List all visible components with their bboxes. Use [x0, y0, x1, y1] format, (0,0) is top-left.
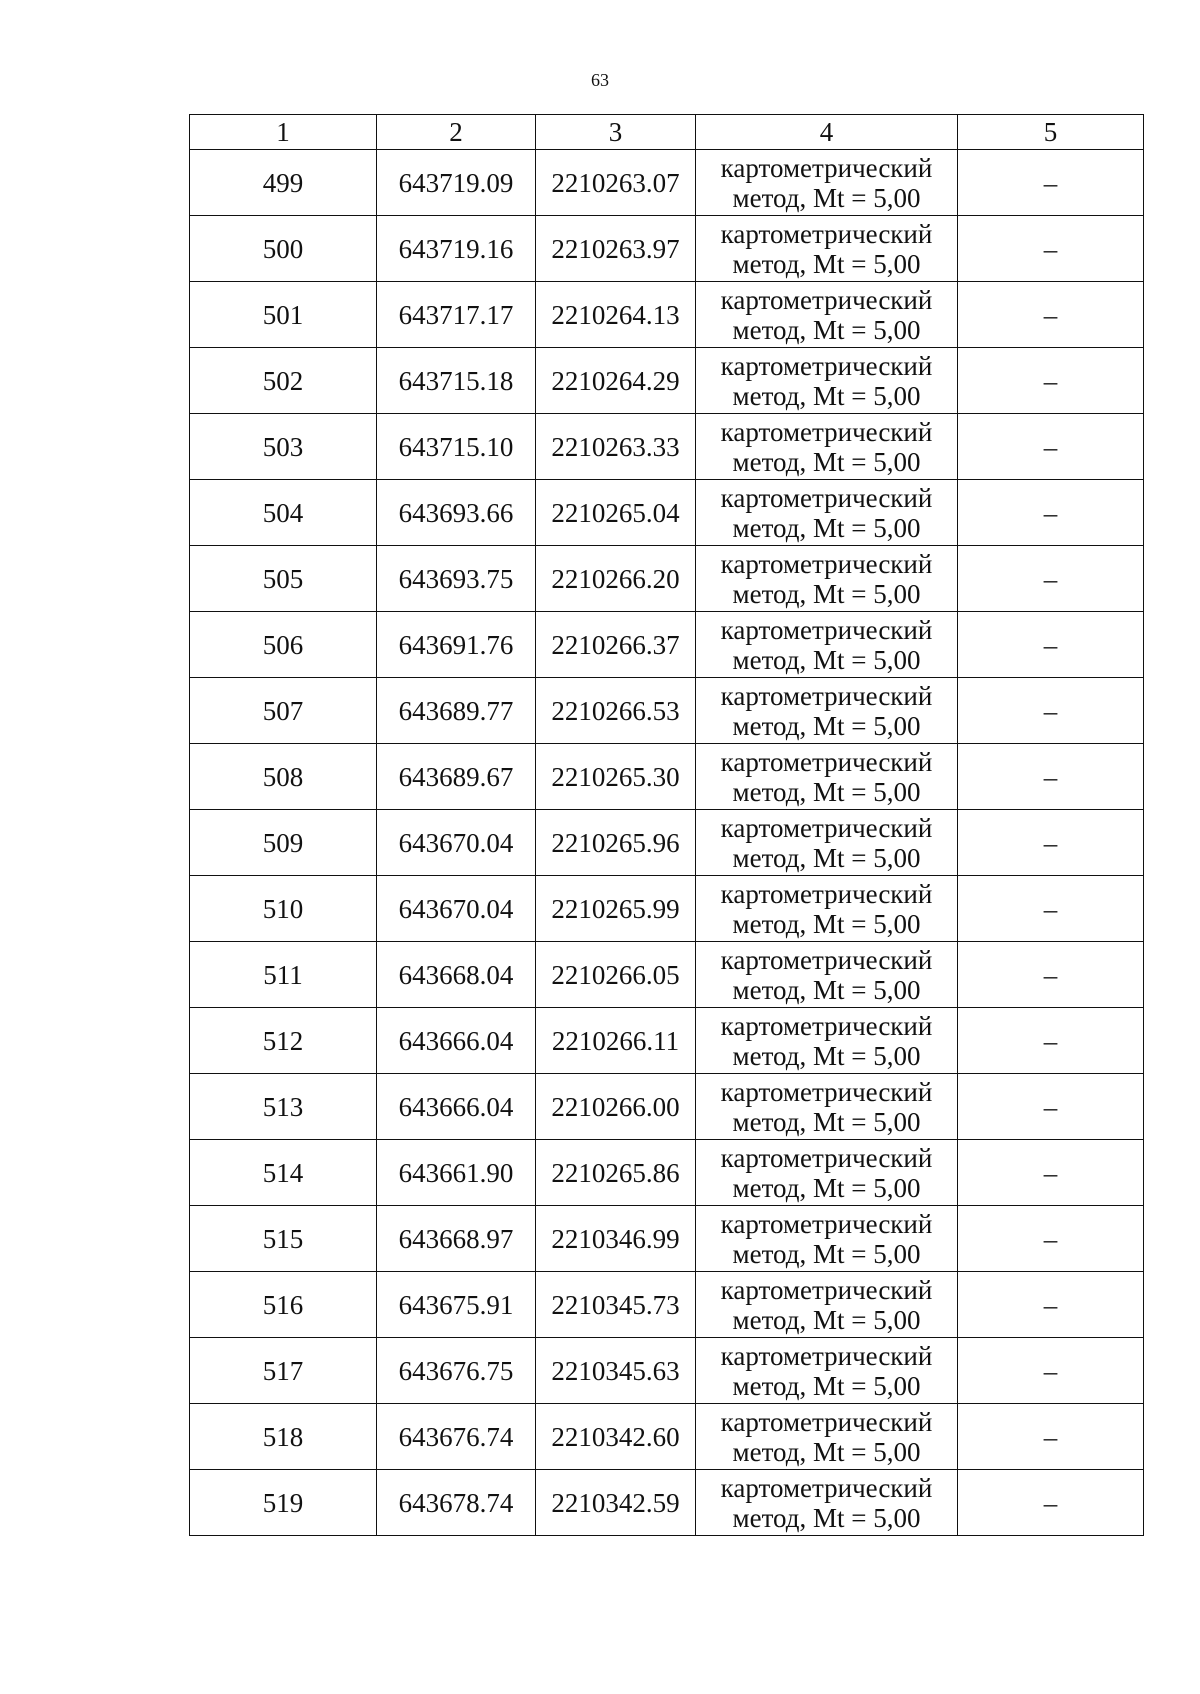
method-cell — [696, 678, 958, 744]
y-coordinate-cell: 2210266.00 — [536, 1074, 696, 1140]
note-cell: – — [958, 1140, 1144, 1206]
note-cell: – — [958, 1008, 1144, 1074]
method-cell — [696, 1404, 958, 1470]
point-number-cell: 512 — [190, 1008, 377, 1074]
header-cell-4: 4 — [696, 115, 958, 150]
method-accuracy-line: метод, Mt = 5,00 — [732, 776, 921, 807]
x-coordinate-cell: 643689.77 — [377, 678, 536, 744]
x-coordinate-cell: 643693.66 — [377, 480, 536, 546]
method-accuracy-line: метод, Mt = 5,00 — [732, 1172, 921, 1203]
method-name-line: картометрический — [720, 1076, 933, 1107]
point-number-cell: 511 — [190, 942, 377, 1008]
point-number-cell: 504 — [190, 480, 377, 546]
method-name-line: картометрический — [720, 284, 933, 315]
method-accuracy-line: метод, Mt = 5,00 — [732, 1040, 921, 1071]
method-cell — [696, 1272, 958, 1338]
x-coordinate-cell: 643691.76 — [377, 612, 536, 678]
method-accuracy-line: метод, Mt = 5,00 — [732, 1370, 921, 1401]
note-cell: – — [958, 678, 1144, 744]
method-cell — [696, 480, 958, 546]
method-accuracy-line: метод, Mt = 5,00 — [732, 314, 921, 345]
x-coordinate-cell: 643717.17 — [377, 282, 536, 348]
x-coordinate-cell: 643715.18 — [377, 348, 536, 414]
method-name-line: картометрический — [720, 1010, 933, 1041]
method-cell — [696, 414, 958, 480]
method-cell — [696, 546, 958, 612]
note-cell: – — [958, 942, 1144, 1008]
note-cell: – — [958, 480, 1144, 546]
method-accuracy-line: метод, Mt = 5,00 — [732, 1436, 921, 1467]
note-cell: – — [958, 1206, 1144, 1272]
y-coordinate-cell: 2210266.37 — [536, 612, 696, 678]
table-row — [190, 1206, 1144, 1272]
point-number-cell: 499 — [190, 150, 377, 216]
note-cell: – — [958, 1404, 1144, 1470]
table-body — [190, 115, 1144, 1536]
y-coordinate-cell: 2210345.63 — [536, 1338, 696, 1404]
note-cell: – — [958, 1470, 1144, 1536]
method-cell — [696, 942, 958, 1008]
y-coordinate-cell: 2210265.04 — [536, 480, 696, 546]
table-row — [190, 1470, 1144, 1536]
note-cell: – — [958, 744, 1144, 810]
table-row — [190, 612, 1144, 678]
note-cell: – — [958, 216, 1144, 282]
method-accuracy-line: метод, Mt = 5,00 — [732, 512, 921, 543]
table-row — [190, 1404, 1144, 1470]
note-cell: – — [958, 282, 1144, 348]
table-row — [190, 942, 1144, 1008]
y-coordinate-cell: 2210266.11 — [536, 1008, 696, 1074]
method-name-line: картометрический — [720, 944, 933, 975]
point-number-cell: 506 — [190, 612, 377, 678]
header-cell-5: 5 — [958, 115, 1144, 150]
method-accuracy-line: метод, Mt = 5,00 — [732, 1238, 921, 1269]
y-coordinate-cell: 2210264.13 — [536, 282, 696, 348]
coordinates-table — [189, 114, 1144, 1536]
x-coordinate-cell: 643668.04 — [377, 942, 536, 1008]
method-name-line: картометрический — [720, 614, 933, 645]
method-accuracy-line: метод, Mt = 5,00 — [732, 578, 921, 609]
note-cell: – — [958, 1074, 1144, 1140]
method-accuracy-line: метод, Mt = 5,00 — [732, 248, 921, 279]
method-cell — [696, 876, 958, 942]
y-coordinate-cell: 2210342.60 — [536, 1404, 696, 1470]
method-cell — [696, 1140, 958, 1206]
method-name-line: картометрический — [720, 746, 933, 777]
table-row — [190, 546, 1144, 612]
header-cell-3: 3 — [536, 115, 696, 150]
table-row — [190, 1338, 1144, 1404]
method-cell — [696, 150, 958, 216]
x-coordinate-cell: 643678.74 — [377, 1470, 536, 1536]
y-coordinate-cell: 2210342.59 — [536, 1470, 696, 1536]
point-number-cell: 509 — [190, 810, 377, 876]
x-coordinate-cell: 643719.09 — [377, 150, 536, 216]
x-coordinate-cell: 643676.75 — [377, 1338, 536, 1404]
y-coordinate-cell: 2210265.99 — [536, 876, 696, 942]
x-coordinate-cell: 643715.10 — [377, 414, 536, 480]
table-row — [190, 480, 1144, 546]
y-coordinate-cell: 2210265.86 — [536, 1140, 696, 1206]
y-coordinate-cell: 2210266.53 — [536, 678, 696, 744]
y-coordinate-cell: 2210266.05 — [536, 942, 696, 1008]
y-coordinate-cell: 2210265.96 — [536, 810, 696, 876]
page-number: 63 — [591, 70, 609, 90]
x-coordinate-cell: 643689.67 — [377, 744, 536, 810]
method-cell — [696, 1074, 958, 1140]
method-accuracy-line: метод, Mt = 5,00 — [732, 446, 921, 477]
y-coordinate-cell: 2210345.73 — [536, 1272, 696, 1338]
method-cell — [696, 810, 958, 876]
method-cell — [696, 1470, 958, 1536]
method-cell — [696, 1338, 958, 1404]
table-row — [190, 1074, 1144, 1140]
method-cell — [696, 348, 958, 414]
table-row — [190, 282, 1144, 348]
note-cell: – — [958, 612, 1144, 678]
point-number-cell: 508 — [190, 744, 377, 810]
method-name-line: картометрический — [720, 878, 933, 909]
point-number-cell: 514 — [190, 1140, 377, 1206]
note-cell: – — [958, 150, 1144, 216]
table-row — [190, 876, 1144, 942]
method-name-line: картометрический — [720, 218, 933, 249]
method-accuracy-line: метод, Mt = 5,00 — [732, 908, 921, 939]
x-coordinate-cell: 643676.74 — [377, 1404, 536, 1470]
point-number-cell: 517 — [190, 1338, 377, 1404]
x-coordinate-cell: 643719.16 — [377, 216, 536, 282]
point-number-cell: 502 — [190, 348, 377, 414]
x-coordinate-cell: 643668.97 — [377, 1206, 536, 1272]
method-accuracy-line: метод, Mt = 5,00 — [732, 842, 921, 873]
note-cell: – — [958, 876, 1144, 942]
y-coordinate-cell: 2210263.97 — [536, 216, 696, 282]
method-accuracy-line: метод, Mt = 5,00 — [732, 1106, 921, 1137]
method-accuracy-line: метод, Mt = 5,00 — [732, 974, 921, 1005]
y-coordinate-cell: 2210265.30 — [536, 744, 696, 810]
method-cell — [696, 744, 958, 810]
y-coordinate-cell: 2210346.99 — [536, 1206, 696, 1272]
y-coordinate-cell: 2210263.33 — [536, 414, 696, 480]
method-name-line: картометрический — [720, 680, 933, 711]
point-number-cell: 503 — [190, 414, 377, 480]
method-name-line: картометрический — [720, 548, 933, 579]
header-cell-1: 1 — [190, 115, 377, 150]
point-number-cell: 505 — [190, 546, 377, 612]
point-number-cell: 516 — [190, 1272, 377, 1338]
x-coordinate-cell: 643661.90 — [377, 1140, 536, 1206]
method-accuracy-line: метод, Mt = 5,00 — [732, 1502, 921, 1533]
method-cell — [696, 282, 958, 348]
y-coordinate-cell: 2210264.29 — [536, 348, 696, 414]
note-cell: – — [958, 546, 1144, 612]
method-cell — [696, 216, 958, 282]
method-accuracy-line: метод, Mt = 5,00 — [732, 380, 921, 411]
y-coordinate-cell: 2210263.07 — [536, 150, 696, 216]
method-cell — [696, 612, 958, 678]
table-row — [190, 1272, 1144, 1338]
method-cell — [696, 1008, 958, 1074]
header-cell-2: 2 — [377, 115, 536, 150]
method-accuracy-line: метод, Mt = 5,00 — [732, 644, 921, 675]
note-cell: – — [958, 348, 1144, 414]
method-name-line: картометрический — [720, 1472, 933, 1503]
y-coordinate-cell: 2210266.20 — [536, 546, 696, 612]
x-coordinate-cell: 643670.04 — [377, 810, 536, 876]
method-name-line: картометрический — [720, 1406, 933, 1437]
table-row — [190, 414, 1144, 480]
method-name-line: картометрический — [720, 152, 933, 183]
method-name-line: картометрический — [720, 1208, 933, 1239]
point-number-cell: 513 — [190, 1074, 377, 1140]
x-coordinate-cell: 643670.04 — [377, 876, 536, 942]
method-name-line: картометрический — [720, 1340, 933, 1371]
method-accuracy-line: метод, Mt = 5,00 — [732, 710, 921, 741]
table-row — [190, 348, 1144, 414]
method-name-line: картометрический — [720, 1142, 933, 1173]
method-name-line: картометрический — [720, 1274, 933, 1305]
x-coordinate-cell: 643675.91 — [377, 1272, 536, 1338]
table-row — [190, 216, 1144, 282]
note-cell: – — [958, 1338, 1144, 1404]
table-header-row — [190, 115, 1144, 150]
x-coordinate-cell: 643693.75 — [377, 546, 536, 612]
coordinates-table-container — [189, 114, 1143, 1536]
point-number-cell: 510 — [190, 876, 377, 942]
method-name-line: картометрический — [720, 350, 933, 381]
method-accuracy-line: метод, Mt = 5,00 — [732, 182, 921, 213]
method-accuracy-line: метод, Mt = 5,00 — [732, 1304, 921, 1335]
table-row — [190, 1140, 1144, 1206]
x-coordinate-cell: 643666.04 — [377, 1074, 536, 1140]
point-number-cell: 500 — [190, 216, 377, 282]
method-name-line: картометрический — [720, 482, 933, 513]
table-row — [190, 744, 1144, 810]
method-cell — [696, 1206, 958, 1272]
method-name-line: картометрический — [720, 416, 933, 447]
table-row — [190, 150, 1144, 216]
table-row — [190, 810, 1144, 876]
method-name-line: картометрический — [720, 812, 933, 843]
table-row — [190, 678, 1144, 744]
point-number-cell: 515 — [190, 1206, 377, 1272]
note-cell: – — [958, 1272, 1144, 1338]
point-number-cell: 519 — [190, 1470, 377, 1536]
point-number-cell: 507 — [190, 678, 377, 744]
note-cell: – — [958, 414, 1144, 480]
point-number-cell: 501 — [190, 282, 377, 348]
x-coordinate-cell: 643666.04 — [377, 1008, 536, 1074]
point-number-cell: 518 — [190, 1404, 377, 1470]
note-cell: – — [958, 810, 1144, 876]
table-row — [190, 1008, 1144, 1074]
